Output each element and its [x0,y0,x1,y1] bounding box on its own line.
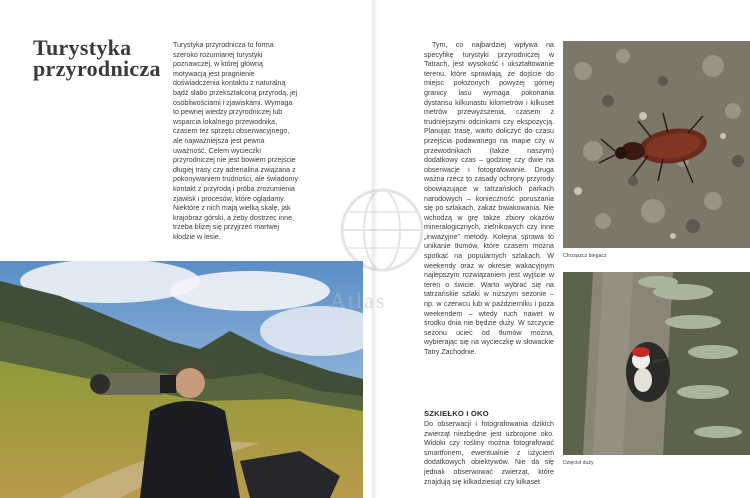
woodpecker-photo [563,272,750,455]
watermark-text: Atlas [330,288,387,313]
section-column [424,420,554,487]
main-column [424,41,554,358]
beetle-photo [563,41,750,248]
intro-column [173,41,298,242]
section-paragraph: Do obserwacji i fotografowania dzikich zwierząt niezbędne jest uzbrojone oko. Widoki czy rośliny można fotografować smartfonem, ewentualnie z użyciem dodatkowych obiektywów. Nie da się jednak obserwować zwierząt, które znajdują się kilkadziesiąt czy kilkaset [424,420,554,486]
woodpecker-caption: Dzięcioł duży [563,460,594,466]
article-title: Turystyka przyrodnicza [33,35,161,81]
beetle-caption: Chrząszcz biegacz [563,253,607,259]
main-paragraph: Tym, co najbardziej wpływa na specyfikę turystyki przyrodniczej w Tatrach, jest wysokość i ukształtowanie terenu, które sprawiają, że dojście do miejsc położonych powyżej górnej granicy lasu wymaga pokonania dystansu kilkunastu kilometrów i kilkuset metrów przewyższenia, czasem z trudniejszymi odcinkami czy ekspozycją. Planując trasę, warto doliczyć do czasu przejścia podawanego na mapie czy w przewodnikach (także naszym) dodatkowy czas – godzinę czy dwie na obserwacje i fotografowanie. Druga ważna rzecz to zasady ochrony przyrody obowiązujące w tatrzańskich parkach narodowych – konieczność poruszania się po szlakach, zakaz biwakowania. Nie wchodzą w grę także zbiory okazów mineralogicznych, zielnikowych czy inne „inwazyjne” metody. Kolejna sprawa to unikanie tłumów, które czasem można spotkać na popularnych szlakach. W weekendy oraz w okresie wakacyjnym najlepszym rozwiązaniem jest wyjście w teren o świcie. Warto wybrać się na tatrzańskie szlaki w niższym sezonie – np. w czerwcu lub w październiku i poza weekendem – wtedy ruch nawet w środku dnia nie będzie duży. W szczycie sezonu uciec od tłumów można, wybierając się na wycieczkę w słowackie Tatry Zachodnie. [424,41,554,356]
book-gutter [370,0,378,498]
intro-paragraph: Turystyka przyrodnicza to forma szeroko rozumianej turystyki poznawczej, w której główną motywacją jest pragnienie doświadczenia kontaktu z naturalną bądź słabo przekształconą przyrodą, jej osobliwościami i zjawiskami. Wymaga to pewnej wiedzy przyrodniczej lub wsparcia lokalnego przewodnika, czasem też sprzętu obserwacyjnego, ale najważniejsza jest pewna uważność. Celem wycieczki przyrodniczej nie jest bowiem przejście długiej trasy czy adrenalina związana z pokonywaniem trudności, ale świadomy kontakt z przyrodą i próba zrozumienia zjawisk i procesów, które oglądamy. Niektóre z nich mają wielką skalę, jak krajobraz górski, a żeby dostrzec inne, trzeba bliżej się przyjrzeć martwej kłodzie w lesie. [173,41,298,241]
hiker-photo [0,261,363,498]
section-subhead: SZKIEŁKO I OKO [424,409,489,418]
